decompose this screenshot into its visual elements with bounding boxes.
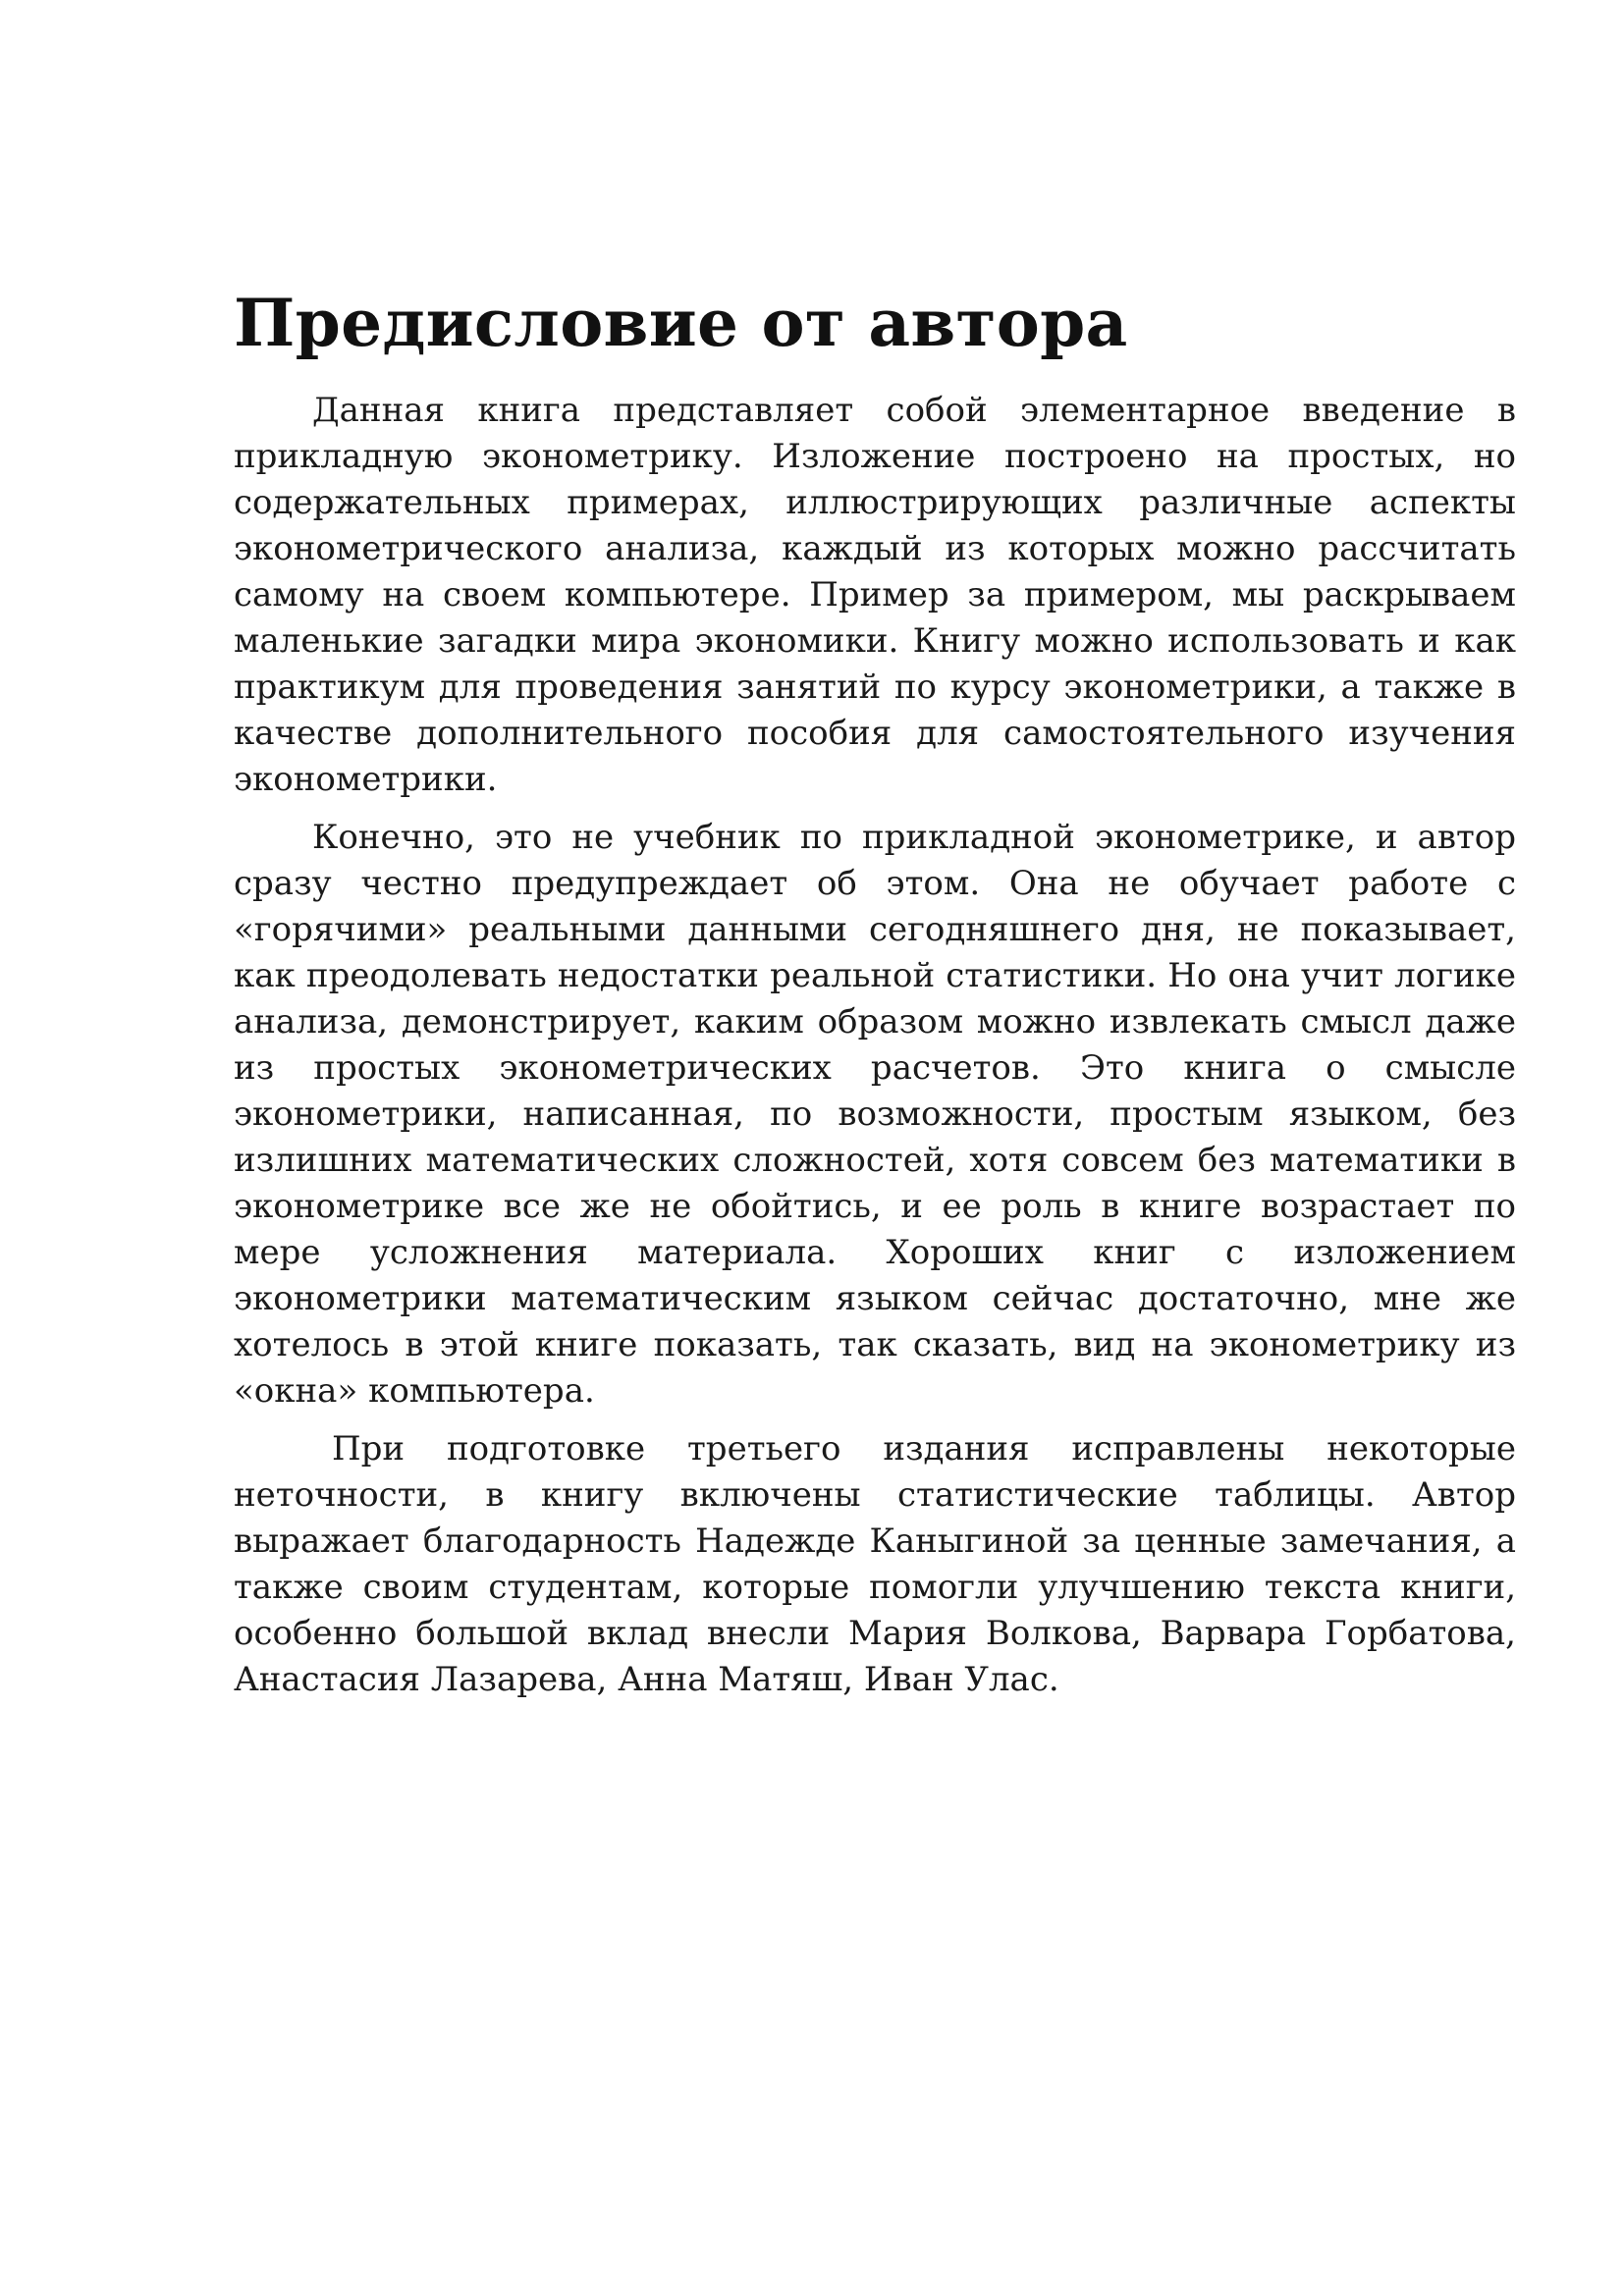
paragraph-scope: Конечно, это не учебник по прикладной эконометрике, и автор сразу честно предупреждает об этом. Она не обучает работе с «горячими» реальными данными сегодняшнего дня, не показывает, как преодолевать недостатки реальной статистики. Но она учит логике анализа, демонстрирует, каким образом можно извлекать смысл даже из простых эконометрических расчетов. Это книга о смысле эконометрики, написанная, по возможности, простым языком, без излишних математических сложностей, хотя совсем без математики в эконометрике все же не обойтись, и ее роль в книге возрастает по мере усложнения материала. Хороших книг с изложением эконометрики математическим языком сейчас достаточно, мне же хотелось в этой книге показать, так сказать, вид на эконометрику из «окна» компьютера. [234, 818, 1516, 1411]
page-content [234, 280, 1516, 1715]
paragraph-acknowledgements: При подготовке третьего издания исправлены некоторые неточности, в книгу включены статистические таблицы. Автор выражает благодарность Надежде Каныгиной за ценные замечания, а также своим студентам, которые помогли улучшению текста книги, особенно большой вклад внесли Мария Волкова, Варвара Горбатова, Анастасия Лазарева, Анна Матяш, Иван Улас. [234, 1429, 1516, 1699]
paragraph-intro: Данная книга представляет собой элементарное введение в прикладную эконометрику. Изложение построено на простых, но содержательных примерах, иллюстрирующих различные аспекты эконометрического анализа, каждый из которых можно рассчитать самому на своем компьютере. Пример за примером, мы раскрываем маленькие загадки мира экономики. Книгу можно использовать и как практикум для проведения занятий по курсу эконометрики, а также в качестве дополнительного пособия для самостоятельного изучения эконометрики. [234, 391, 1516, 799]
page-title: Предисловие от автора [234, 285, 1128, 361]
